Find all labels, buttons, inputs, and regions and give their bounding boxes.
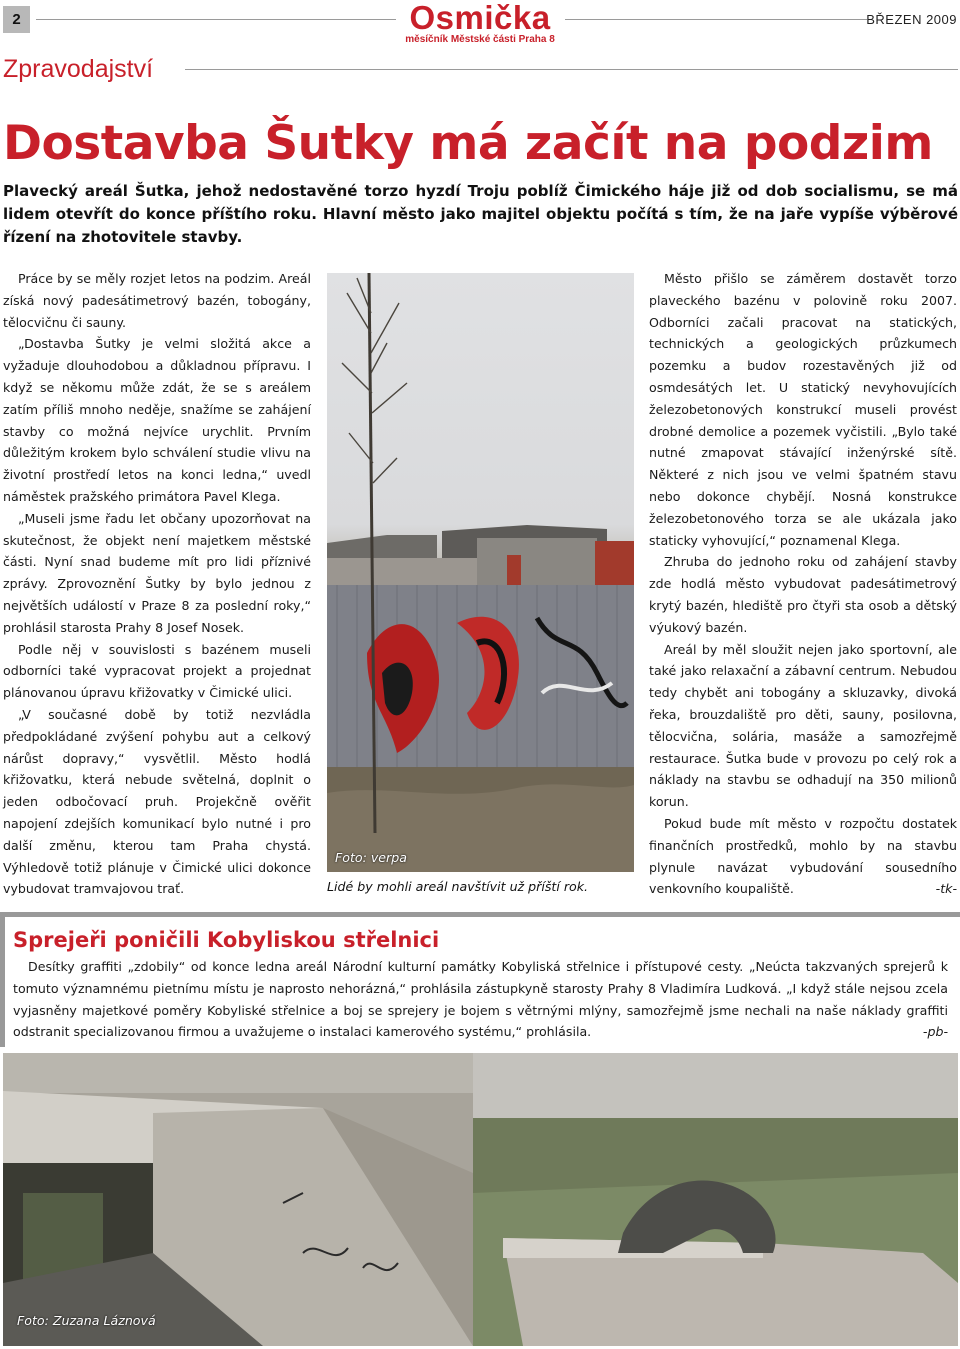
page-number: 2	[3, 6, 30, 33]
second-article-headline: Sprejeři poničili Kobyliskou střelnici	[13, 928, 440, 952]
paragraph-text: Desítky graffiti „zdobily“ od konce ledna areál Národní kulturní památky Kobyliská střelnice i přístupové cesty. „Neúcta takzvaných sprejerů k tomuto významnému pietnímu místu je naprosto nehorázná,“ prohlásila zástupkyně starosty Prahy 8 Vladimíra Ludková. „I když stále nejsou zcela vyjasněny majetkové poměry Kobyliské střelnice a boj se sprejery je bojem s větrnými mlýny, samozřejmě jsme nechali na naše náklady graffiti odstranit specializovanou firmou a uvažujeme o instalaci kamerového systému,“ prohlásila.	[13, 959, 948, 1040]
sutka-photo	[327, 273, 634, 872]
issue-date: BŘEZEN 2009	[866, 12, 957, 27]
paragraph: Areál by měl sloužit nejen jako sportovní, ale také jako relaxační a zábavní centrum. Nebudou tedy chybět ani tobogány a skluzavky, divoká řeka, brouzdaliště pro děti, sauny, posilovna, tělocvična, solária, masáže a samozřejmě restaurace. Šutka bude v provozu po celý rok a náklady na stavbu se odhadují na 350 milionů korun.	[649, 641, 957, 810]
photo-credit: Foto: verpa	[335, 850, 407, 865]
paragraph: „V současné době by totiž nezvládla předpokládané zvýšení pohybu aut a celkový nárůst dopravy,“ vysvětlil. Město hodlá křižovatku, která nebude světelná, doplnit o jeden odbočovací pruh. Projekčně ověřit napojení zdejších komunikací bylo nutné i pro další změnu, kterou tam Praha chystá. Výhledově totiž plánuje v Čimické ulici dokonce vybudovat tramvajovou trať.	[3, 706, 311, 897]
paragraph: Město přišlo se záměrem dostavět torzo plaveckého bazénu v polovině roku 2007. Odborníci začali pracovat na statických, technických a geologických průzkumech pozemku a budov rozestavěných již od osmdesátých let. U statický nevyhovujících železobetonových konstrukcí museli provést drobné demolice a pozemek vyčistili. „Bylo také nutné zmapovat stávající inženýrské sítě. Některé z nich jsou ve velmi špatném stavu nebo dokonce chybějí. Nosná konstrukce železobetonového torza se ale ukázala jako staticky vyhovující,“ poznamenal Klega.	[649, 271, 957, 548]
paragraph: Práce by se měly rozjet letos na podzim. Areál získá nový padesátimetrový bazén, tobogány, tělocvičnu či sauny.	[3, 271, 311, 330]
paragraph-text: Pokud bude mít město v rozpočtu dostatek finančních prostředků, mohlo by na stavbu plynule navázat vybudování sousedního venkovního koupaliště.	[649, 815, 957, 897]
brand-logo	[400, 2, 560, 45]
brand-title: Osmička	[409, 0, 551, 36]
article-column-left	[3, 268, 311, 900]
photo-credit: Foto: Zuzana Láznová	[17, 1313, 156, 1328]
box-border-left	[0, 917, 5, 1047]
article-headline: Dostavba Šutky má začít na podzim	[3, 116, 933, 171]
photo-caption: Lidé by mohli areál navštívit už příští rok.	[327, 879, 589, 894]
header-rule-right	[565, 19, 867, 20]
brand-subtitle: měsíčník Městské části Praha 8	[405, 34, 555, 45]
section-title: Zpravodajství	[3, 55, 154, 83]
paragraph: „Museli jsme řadu let občany upozorňovat na skutečnost, že objekt není majetkem městské části. Nyní snad budeme mít pro lidi příznivé zprávy. Zprovoznění Šutky by bylo jednou z největších událostí v Praze 8 za poslední roky,“ prohlásil starosta Prahy 8 Josef Nosek.	[3, 510, 311, 635]
author-signature: -pb-	[922, 1024, 948, 1040]
lead-paragraph: Plavecký areál Šutka, jehož nedostavěné torzo hyzdí Troju poblíž Čimického háje již od dob socialismu, se má lidem otevřít do konce příštího roku. Hlavní město jako majitel objektu počítá s tím, že na jaře vypíše výběrové řízení na zhotovitele stavby.	[3, 182, 958, 246]
paragraph: Podle něj v souvislosti s bazénem museli odborníci také vypracovat projekt a projednat plánovanou úpravu křižovatky v Čimické ulici.	[3, 641, 311, 701]
paragraph: Zhruba do jednoho roku od zahájení stavby zde hodlá město vybudovat padesátimetrový krytý bazén, hlediště pro čtyři sta osob a dětský výukový bazén.	[649, 554, 957, 635]
strelnice-photo	[3, 1053, 958, 1346]
article-column-right	[649, 268, 957, 900]
header-rule-left	[36, 19, 396, 20]
strelnice-photo-image	[3, 1053, 958, 1346]
paragraph: „Dostavba Šutky je velmi složitá akce a vyžaduje dlouhodobou a důkladnou přípravu. I když se někomu může zdát, že se s areálem zatím příliš mnoho neděje, snažíme se zahájení stavby co možná nejvíce urychlit. Prvním důležitým krokem bylo schválení studie vlivu na životní prostředí letos na konci ledna,“ uvedl náměstek pražského primátora Pavel Klega.	[3, 336, 311, 504]
second-article-body	[13, 956, 948, 1043]
paragraph	[649, 813, 957, 900]
sutka-photo-image	[327, 273, 634, 872]
author-signature: -tk-	[935, 881, 957, 897]
paragraph	[13, 956, 948, 1043]
article-lead	[3, 180, 958, 249]
box-border-top	[0, 912, 960, 917]
section-rule	[185, 69, 958, 70]
